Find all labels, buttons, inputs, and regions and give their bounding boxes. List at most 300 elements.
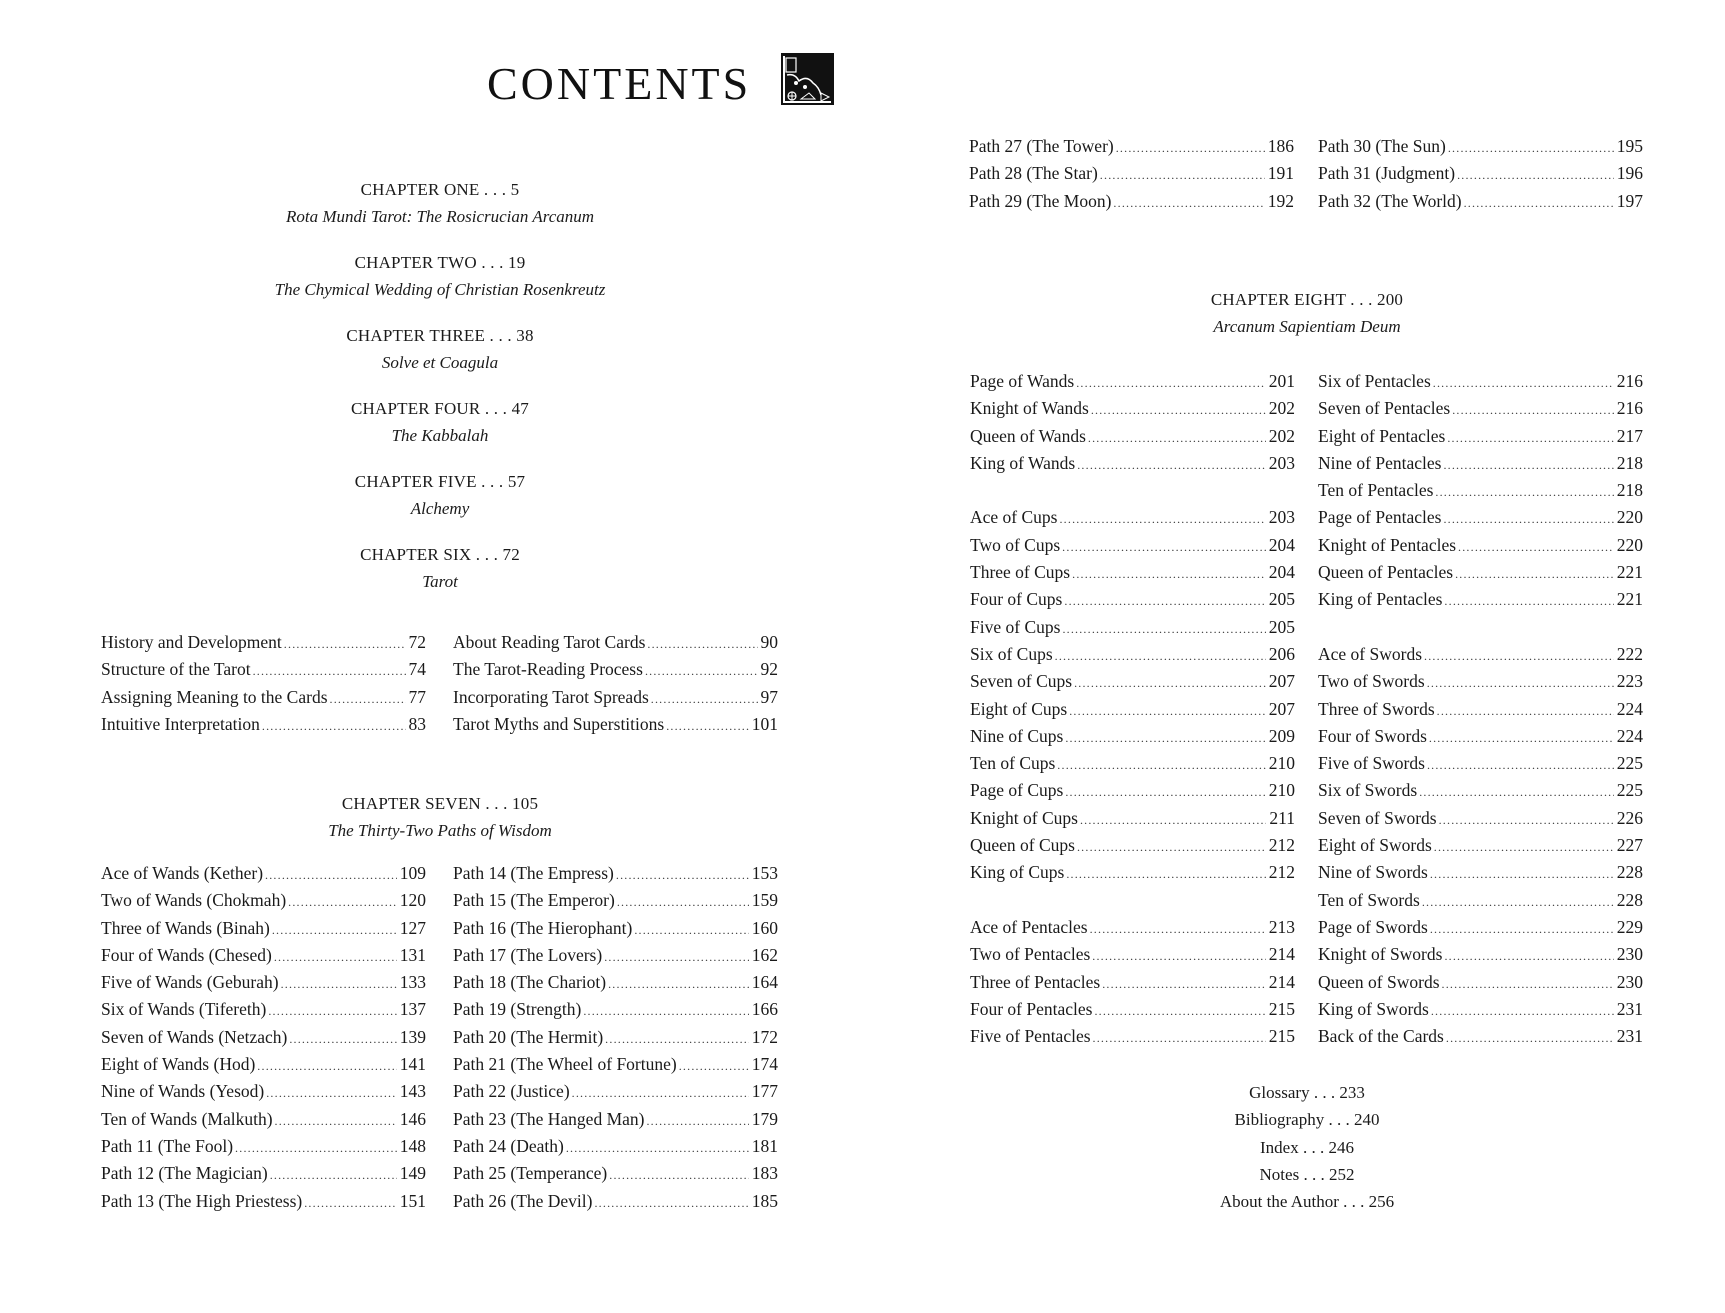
dot-leader — [274, 944, 397, 971]
toc-entry-page: 127 — [399, 917, 426, 938]
toc-entry[interactable] — [1318, 423, 1643, 450]
toc-entry-title: Path 13 (The High Priestess) — [101, 1190, 303, 1211]
toc-entry-title: Knight of Pentacles — [1318, 534, 1457, 555]
chapter-subtitle: Alchemy — [410, 499, 470, 518]
toc-entry[interactable] — [970, 668, 1295, 695]
dot-leader — [608, 971, 749, 998]
dot-leader — [1447, 425, 1613, 452]
dot-leader — [1442, 971, 1614, 998]
toc-entry-title: Structure of the Tarot — [101, 659, 251, 680]
dot-leader — [1446, 1025, 1614, 1052]
toc-entry[interactable] — [1318, 160, 1643, 187]
toc-entry-title: Queen of Pentacles — [1318, 562, 1454, 583]
toc-entry-title: Path 22 (Justice) — [453, 1081, 570, 1102]
toc-entry-page: 137 — [399, 999, 426, 1020]
toc-entry-title: Two of Pentacles — [970, 944, 1091, 965]
dot-leader — [235, 1135, 397, 1162]
toc-entry-title: Ten of Cups — [970, 753, 1056, 774]
toc-entry-page: 186 — [1267, 136, 1294, 156]
toc-entry[interactable] — [970, 941, 1295, 968]
toc-entry-title: Path 15 (The Emperor) — [453, 890, 615, 911]
chapter-seven[interactable] — [190, 790, 690, 844]
toc-entry-page: 146 — [399, 1108, 426, 1129]
toc-entry-page: 202 — [1268, 398, 1295, 419]
toc-entry[interactable] — [970, 723, 1295, 750]
toc-entry-page: 224 — [1616, 698, 1643, 719]
dot-leader — [281, 971, 397, 998]
toc-entry-page: 222 — [1616, 643, 1643, 664]
toc-entry-title: Path 14 (The Empress) — [453, 863, 614, 883]
toc-entry[interactable] — [970, 996, 1295, 1023]
toc-entry-page: 228 — [1616, 889, 1643, 910]
toc-entry-page: 228 — [1616, 862, 1643, 883]
toc-entry[interactable] — [101, 629, 426, 656]
back-matter-bibliography[interactable]: Bibliography . . . 240 — [1234, 1110, 1380, 1130]
toc-entry-page: 218 — [1616, 452, 1643, 473]
toc-entry-title: Intuitive Interpretation — [101, 713, 260, 734]
toc-entry-title: Knight of Wands — [970, 398, 1089, 419]
toc-entry[interactable] — [970, 859, 1295, 886]
toc-entry-title: Tarot Myths and Superstitions — [453, 713, 665, 734]
dot-leader — [1077, 452, 1266, 479]
toc-entry[interactable] — [453, 915, 778, 942]
chapter-heading: CHAPTER ONE . . . 5 — [360, 180, 520, 199]
toc-entry[interactable] — [970, 450, 1295, 477]
toc-entry[interactable] — [453, 942, 778, 969]
dot-leader — [1439, 807, 1614, 834]
toc-entry[interactable] — [453, 860, 778, 887]
dot-leader — [1077, 834, 1266, 861]
dot-leader — [1091, 397, 1266, 424]
dot-leader — [1080, 807, 1266, 834]
toc-entry[interactable] — [1318, 859, 1643, 886]
toc-entry[interactable] — [453, 1024, 778, 1051]
dot-leader — [257, 1053, 396, 1080]
toc-entry-page: 214 — [1268, 971, 1295, 992]
toc-entry-title: Knight of Swords — [1318, 944, 1443, 965]
toc-entry-title: Ace of Cups — [970, 507, 1058, 528]
toc-entry-page: 133 — [399, 972, 426, 993]
toc-entry[interactable] — [970, 368, 1295, 395]
toc-spacer — [970, 477, 1295, 504]
toc-entry-title: Seven of Swords — [1318, 807, 1437, 828]
toc-entry[interactable] — [970, 750, 1295, 777]
chapter-subtitle: Rota Mundi Tarot: The Rosicrucian Arcanum — [285, 207, 595, 226]
dot-leader — [1437, 698, 1614, 725]
toc-entry-title: Queen of Cups — [970, 835, 1075, 856]
toc-entry-title: Path 31 (Judgment) — [1318, 163, 1456, 184]
dot-leader — [604, 944, 749, 971]
toc-entry[interactable] — [970, 423, 1295, 450]
chapter-eight-list-left — [970, 368, 1295, 1050]
toc-entry-page: 159 — [751, 890, 778, 911]
chapter-three[interactable] — [190, 322, 690, 376]
dot-leader — [1113, 190, 1264, 217]
chapter-one[interactable] — [190, 176, 690, 230]
dot-leader — [268, 998, 396, 1025]
toc-entry-title: Page of Pentacles — [1318, 507, 1442, 528]
toc-entry-title: The Tarot-Reading Process — [453, 659, 643, 680]
toc-entry[interactable] — [969, 160, 1294, 187]
toc-entry[interactable] — [453, 969, 778, 996]
toc-entry[interactable] — [453, 887, 778, 914]
dot-leader — [1427, 670, 1614, 697]
toc-entry-title: Three of Pentacles — [970, 971, 1101, 992]
toc-entry[interactable] — [1318, 996, 1643, 1023]
toc-entry-title: Three of Swords — [1318, 698, 1435, 719]
toc-entry[interactable] — [101, 1188, 426, 1215]
dot-leader — [609, 1162, 748, 1189]
toc-entry[interactable] — [1318, 1023, 1643, 1050]
dot-leader — [1431, 998, 1614, 1025]
toc-entry[interactable] — [970, 559, 1295, 586]
toc-entry-title: Knight of Cups — [970, 807, 1078, 828]
toc-entry-title: Eight of Wands (Hod) — [101, 1054, 256, 1075]
dot-leader — [1069, 698, 1266, 725]
toc-entry[interactable] — [970, 1023, 1295, 1050]
toc-entry-title: Path 20 (The Hermit) — [453, 1026, 604, 1047]
toc-entry-title: Path 11 (The Fool) — [101, 1135, 234, 1156]
dot-leader — [1443, 506, 1613, 533]
toc-entry-title: King of Swords — [1318, 998, 1429, 1019]
toc-entry-page: 210 — [1268, 780, 1295, 801]
chapter-subtitle: The Thirty-Two Paths of Wisdom — [328, 821, 552, 840]
toc-entry-page: 207 — [1268, 671, 1295, 692]
toc-entry[interactable] — [453, 1160, 778, 1187]
toc-entry-title: Path 28 (The Star) — [969, 163, 1098, 184]
toc-entry-page: 204 — [1268, 562, 1295, 583]
toc-entry-page: 205 — [1268, 616, 1295, 637]
toc-entry-page: 207 — [1268, 698, 1295, 719]
dot-leader — [1062, 616, 1265, 643]
toc-entry-page: 215 — [1268, 998, 1295, 1019]
toc-entry[interactable] — [453, 1078, 778, 1105]
toc-entry[interactable] — [101, 1160, 426, 1187]
toc-entry-page: 195 — [1616, 136, 1643, 156]
dot-leader — [1422, 889, 1614, 916]
chapter-six-list-left — [101, 629, 426, 738]
toc-entry-title: Path 18 (The Chariot) — [453, 972, 607, 993]
toc-entry-title: Four of Wands (Chesed) — [101, 944, 272, 965]
toc-entry[interactable] — [1318, 941, 1643, 968]
dot-leader — [616, 862, 749, 889]
chapter-heading: CHAPTER THREE . . . 38 — [346, 326, 534, 345]
dot-leader — [1458, 534, 1614, 561]
toc-spacer — [1318, 614, 1643, 641]
toc-entry[interactable] — [101, 860, 426, 887]
toc-entry-page: 217 — [1616, 425, 1643, 446]
chapter-two[interactable] — [190, 249, 690, 303]
toc-entry[interactable] — [1318, 368, 1643, 395]
dot-leader — [583, 998, 748, 1025]
dot-leader — [1093, 1025, 1266, 1052]
toc-entry-title: Five of Swords — [1318, 753, 1425, 774]
dot-leader — [1102, 971, 1266, 998]
toc-entry[interactable] — [453, 996, 778, 1023]
toc-entry-page: 203 — [1268, 507, 1295, 528]
toc-entry-title: Ten of Wands (Malkuth) — [101, 1108, 273, 1129]
back-matter-about-author[interactable]: About the Author . . . 256 — [1219, 1192, 1395, 1212]
toc-entry[interactable] — [970, 614, 1295, 641]
dot-leader — [594, 1190, 748, 1217]
toc-entry-title: Six of Pentacles — [1318, 371, 1431, 391]
toc-entry[interactable] — [101, 1024, 426, 1051]
toc-entry[interactable] — [453, 629, 778, 656]
toc-entry-title: Ten of Swords — [1318, 889, 1420, 910]
toc-entry-page: 231 — [1616, 1026, 1643, 1047]
toc-entry-title: Back of the Cards — [1318, 1026, 1444, 1047]
dot-leader — [1464, 190, 1614, 217]
toc-entry[interactable] — [970, 969, 1295, 996]
chapter-heading: CHAPTER EIGHT . . . 200 — [1210, 290, 1404, 309]
dot-leader — [1076, 370, 1266, 397]
dot-leader — [288, 889, 397, 916]
toc-entry-title: Page of Cups — [970, 780, 1064, 801]
chapter-eight-list-right — [1318, 368, 1643, 1050]
dot-leader — [1064, 588, 1265, 615]
toc-spacer — [970, 887, 1295, 914]
toc-entry-page: 97 — [760, 686, 778, 707]
toc-entry-title: Eight of Swords — [1318, 835, 1432, 856]
toc-entry-title: Nine of Cups — [970, 725, 1064, 746]
toc-entry-page: 172 — [751, 1026, 778, 1047]
toc-entry-title: Three of Wands (Binah) — [101, 917, 270, 938]
toc-entry-title: Six of Wands (Tifereth) — [101, 999, 267, 1020]
toc-entry-title: Path 17 (The Lovers) — [453, 944, 603, 965]
toc-entry-page: 212 — [1268, 835, 1295, 856]
chapter-five[interactable] — [190, 468, 690, 522]
toc-entry-page: 220 — [1616, 534, 1643, 555]
toc-entry[interactable] — [1318, 750, 1643, 777]
toc-entry-title: Four of Swords — [1318, 725, 1427, 746]
toc-entry-page: 230 — [1616, 971, 1643, 992]
dot-leader — [645, 658, 758, 685]
toc-entry-title: Ace of Wands (Kether) — [101, 863, 264, 883]
dot-leader — [1055, 643, 1266, 670]
dot-leader — [1094, 998, 1265, 1025]
toc-entry-page: 206 — [1268, 643, 1295, 664]
toc-entry-page: 230 — [1616, 944, 1643, 965]
chapter-subtitle: The Kabbalah — [391, 426, 489, 445]
toc-entry-title: Queen of Swords — [1318, 971, 1440, 992]
toc-entry[interactable] — [101, 656, 426, 683]
toc-entry[interactable] — [453, 1133, 778, 1160]
toc-entry-title: Seven of Cups — [970, 671, 1073, 692]
dot-leader — [1444, 943, 1613, 970]
toc-entry[interactable] — [970, 914, 1295, 941]
dot-leader — [1443, 452, 1613, 479]
toc-entry-page: 141 — [399, 1054, 426, 1075]
toc-entry[interactable] — [101, 915, 426, 942]
toc-entry[interactable] — [101, 887, 426, 914]
toc-entry-title: Five of Cups — [970, 616, 1061, 637]
toc-entry[interactable] — [970, 504, 1295, 531]
toc-entry[interactable] — [1318, 532, 1643, 559]
dot-leader — [572, 1080, 749, 1107]
page-title: CONTENTS — [487, 58, 752, 109]
toc-entry-page: 229 — [1616, 916, 1643, 937]
toc-entry-page: 227 — [1616, 835, 1643, 856]
chapter-heading: CHAPTER FIVE . . . 57 — [354, 472, 526, 491]
toc-entry[interactable] — [1318, 450, 1643, 477]
dot-leader — [270, 1162, 397, 1189]
toc-entry[interactable] — [970, 395, 1295, 422]
toc-entry-page: 143 — [399, 1081, 426, 1102]
toc-entry-page: 224 — [1616, 725, 1643, 746]
toc-entry[interactable] — [453, 656, 778, 683]
toc-entry-title: Path 24 (Death) — [453, 1135, 564, 1156]
dot-leader — [1057, 752, 1265, 779]
chapter-heading: CHAPTER TWO . . . 19 — [354, 253, 526, 272]
toc-entry-title: Ace of Pentacles — [970, 916, 1088, 937]
toc-entry-title: Eight of Cups — [970, 698, 1068, 719]
dot-leader — [275, 1108, 397, 1135]
dot-leader — [330, 686, 406, 713]
toc-entry[interactable] — [1318, 914, 1643, 941]
chapter-four[interactable] — [190, 395, 690, 449]
toc-entry[interactable] — [1318, 477, 1643, 504]
chapter-eight[interactable] — [1057, 286, 1557, 340]
dot-leader — [1444, 588, 1613, 615]
toc-entry[interactable] — [970, 832, 1295, 859]
toc-entry-title: Queen of Wands — [970, 425, 1086, 446]
toc-entry-title: About Reading Tarot Cards — [453, 632, 646, 652]
toc-entry[interactable] — [1318, 668, 1643, 695]
chapter-subtitle: Solve et Coagula — [381, 353, 499, 372]
toc-entry[interactable] — [1318, 887, 1643, 914]
toc-entry-page: 226 — [1616, 807, 1643, 828]
toc-entry[interactable] — [970, 586, 1295, 613]
dot-leader — [1088, 425, 1266, 452]
toc-entry[interactable] — [101, 1078, 426, 1105]
chapter-subtitle: Arcanum Sapientiam Deum — [1213, 317, 1401, 336]
toc-entry-page: 160 — [751, 917, 778, 938]
toc-entry-page: 92 — [760, 659, 778, 680]
dot-leader — [666, 713, 749, 740]
toc-entry[interactable] — [970, 696, 1295, 723]
toc-entry[interactable] — [1318, 969, 1643, 996]
toc-entry[interactable] — [1318, 559, 1643, 586]
dot-leader — [1455, 561, 1614, 588]
toc-entry[interactable] — [1318, 696, 1643, 723]
toc-entry-title: King of Cups — [970, 862, 1065, 883]
toc-entry-page: 203 — [1268, 452, 1295, 473]
back-matter-index[interactable]: Index . . . 246 — [1260, 1137, 1354, 1157]
decorative-corner-ornament-icon — [781, 53, 834, 105]
toc-entry[interactable] — [101, 942, 426, 969]
back-matter — [1150, 1079, 1464, 1215]
dot-leader — [272, 917, 397, 944]
toc-entry[interactable] — [1318, 188, 1643, 215]
dot-leader — [1434, 834, 1614, 861]
toc-entry[interactable] — [1318, 395, 1643, 422]
toc-entry[interactable] — [1318, 723, 1643, 750]
toc-entry[interactable] — [970, 777, 1295, 804]
back-matter-notes[interactable]: Notes . . . 252 — [1259, 1164, 1355, 1184]
toc-entry-page: 90 — [760, 632, 778, 652]
toc-entry[interactable] — [1318, 777, 1643, 804]
toc-entry[interactable] — [101, 1051, 426, 1078]
toc-entry-title: Seven of Pentacles — [1318, 398, 1451, 419]
toc-entry[interactable] — [1318, 504, 1643, 531]
toc-entry[interactable] — [101, 711, 426, 738]
toc-entry[interactable] — [101, 1106, 426, 1133]
dot-leader — [1072, 561, 1266, 588]
back-matter-glossary[interactable]: Glossary . . . 233 — [1249, 1083, 1365, 1102]
toc-entry-title: Nine of Pentacles — [1318, 452, 1442, 473]
toc-entry-title: Page of Swords — [1318, 916, 1428, 937]
toc-entry[interactable] — [453, 1051, 778, 1078]
toc-entry[interactable] — [1318, 832, 1643, 859]
toc-entry[interactable] — [1318, 133, 1643, 160]
toc-entry-title: Path 29 (The Moon) — [969, 190, 1112, 211]
paths-continued-list-left — [969, 133, 1294, 215]
dot-leader — [1430, 916, 1614, 943]
dot-leader — [1065, 779, 1265, 806]
toc-entry-page: 153 — [751, 863, 778, 883]
toc-entry[interactable] — [453, 1106, 778, 1133]
toc-entry-page: 177 — [751, 1081, 778, 1102]
toc-entry[interactable] — [1318, 586, 1643, 613]
toc-entry[interactable] — [969, 133, 1294, 160]
dot-leader — [634, 917, 748, 944]
toc-entry[interactable] — [969, 188, 1294, 215]
dot-leader — [1065, 725, 1265, 752]
toc-entry-page: 181 — [751, 1135, 778, 1156]
toc-entry-title: Five of Pentacles — [970, 1026, 1091, 1047]
toc-entry[interactable] — [101, 996, 426, 1023]
toc-entry[interactable] — [453, 684, 778, 711]
chapter-six[interactable] — [190, 541, 690, 595]
dot-leader — [566, 1135, 749, 1162]
toc-entry-page: 225 — [1616, 753, 1643, 774]
toc-entry[interactable] — [453, 711, 778, 738]
toc-entry[interactable] — [101, 684, 426, 711]
toc-entry-page: 151 — [399, 1190, 426, 1211]
toc-entry[interactable] — [970, 641, 1295, 668]
toc-entry-page: 131 — [399, 944, 426, 965]
chapter-heading: CHAPTER SIX . . . 72 — [360, 545, 520, 564]
toc-entry-page: 213 — [1268, 916, 1295, 937]
toc-entry[interactable] — [970, 805, 1295, 832]
toc-entry-title: Ten of Pentacles — [1318, 480, 1434, 501]
toc-entry[interactable] — [101, 969, 426, 996]
toc-entry-page: 191 — [1267, 163, 1294, 184]
toc-entry-title: Path 25 (Temperance) — [453, 1163, 608, 1184]
toc-entry-page: 210 — [1268, 753, 1295, 774]
dot-leader — [1116, 135, 1265, 162]
toc-entry-title: Path 16 (The Hierophant) — [453, 917, 633, 938]
toc-entry[interactable] — [1318, 805, 1643, 832]
chapter-six-list-right — [453, 629, 778, 738]
dot-leader — [1066, 861, 1265, 888]
toc-entry-page: 221 — [1616, 562, 1643, 583]
toc-entry-title: Assigning Meaning to the Cards — [101, 686, 328, 707]
chapter-heading: CHAPTER SEVEN . . . 105 — [341, 794, 539, 813]
toc-entry-page: 164 — [751, 972, 778, 993]
toc-entry[interactable] — [970, 532, 1295, 559]
toc-entry-page: 109 — [399, 863, 426, 883]
toc-entry[interactable] — [101, 1133, 426, 1160]
toc-entry-page: 101 — [751, 713, 778, 734]
dot-leader — [1430, 861, 1614, 888]
toc-entry-title: Seven of Wands (Netzach) — [101, 1026, 288, 1047]
toc-entry-title: Four of Pentacles — [970, 998, 1093, 1019]
toc-entry-page: 209 — [1268, 725, 1295, 746]
toc-entry-title: Path 21 (The Wheel of Fortune) — [453, 1054, 677, 1075]
toc-entry[interactable] — [1318, 641, 1643, 668]
toc-entry[interactable] — [453, 1188, 778, 1215]
